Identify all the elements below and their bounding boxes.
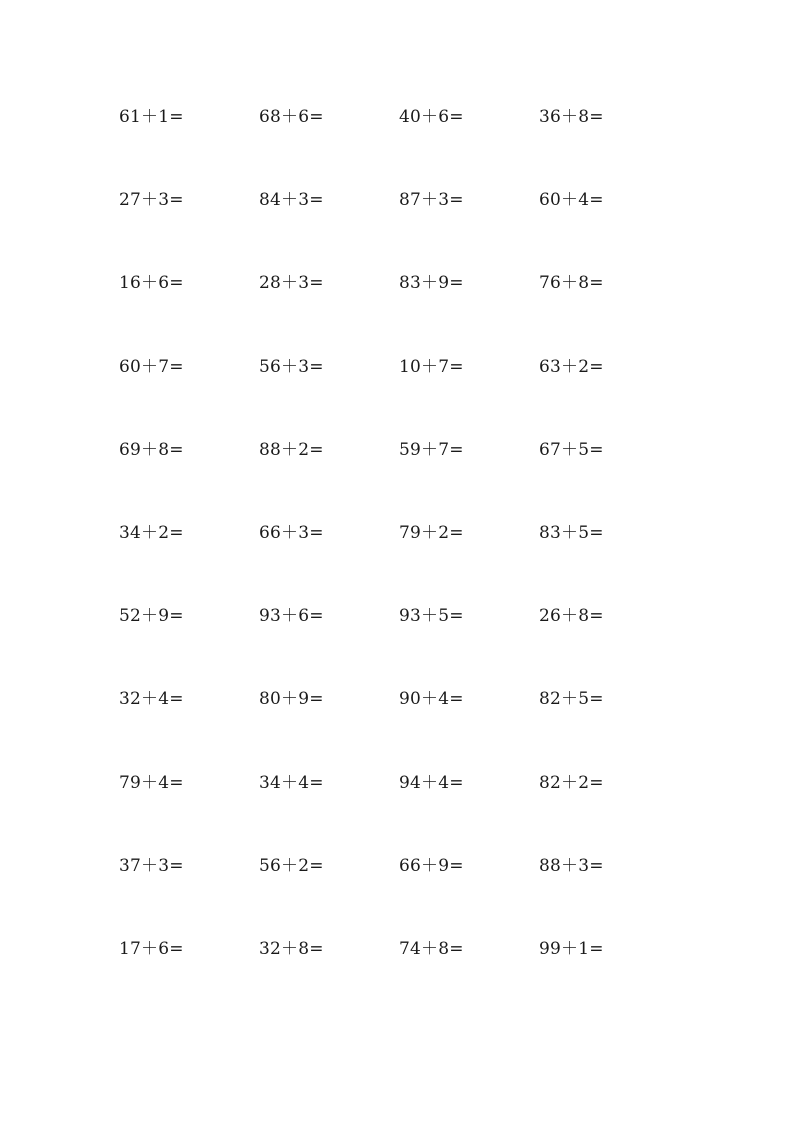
math-problem: 66＋9= — [399, 856, 464, 876]
math-problem: 16＋6= — [119, 273, 184, 293]
math-problem: 88＋3= — [539, 856, 604, 876]
math-problem: 40＋6= — [399, 107, 464, 127]
math-problem: 66＋3= — [259, 523, 324, 543]
math-problem: 56＋3= — [259, 357, 324, 377]
math-problem: 90＋4= — [399, 689, 464, 709]
math-problem: 52＋9= — [119, 606, 184, 626]
math-problem: 37＋3= — [119, 856, 184, 876]
math-problem: 59＋7= — [399, 440, 464, 460]
math-problem: 87＋3= — [399, 190, 464, 210]
math-problem: 79＋2= — [399, 523, 464, 543]
math-problem: 63＋2= — [539, 357, 604, 377]
math-problem: 83＋5= — [539, 523, 604, 543]
math-problem: 68＋6= — [259, 107, 324, 127]
math-problem: 10＋7= — [399, 357, 464, 377]
math-problem: 34＋4= — [259, 773, 324, 793]
math-problem: 79＋4= — [119, 773, 184, 793]
math-problem: 80＋9= — [259, 689, 324, 709]
math-problem: 99＋1= — [539, 939, 604, 959]
math-problem: 17＋6= — [119, 939, 184, 959]
math-problem: 28＋3= — [259, 273, 324, 293]
math-problem: 74＋8= — [399, 939, 464, 959]
math-problem: 84＋3= — [259, 190, 324, 210]
math-problem: 32＋4= — [119, 689, 184, 709]
math-problem: 83＋9= — [399, 273, 464, 293]
math-problem: 26＋8= — [539, 606, 604, 626]
math-problem: 32＋8= — [259, 939, 324, 959]
math-problem: 82＋5= — [539, 689, 604, 709]
math-problem: 76＋8= — [539, 273, 604, 293]
math-problem: 69＋8= — [119, 440, 184, 460]
math-problem: 34＋2= — [119, 523, 184, 543]
math-problem: 94＋4= — [399, 773, 464, 793]
math-problem: 56＋2= — [259, 856, 324, 876]
math-problem: 60＋7= — [119, 357, 184, 377]
math-problem: 61＋1= — [119, 107, 184, 127]
math-problem: 36＋8= — [539, 107, 604, 127]
math-problem: 60＋4= — [539, 190, 604, 210]
math-problem: 88＋2= — [259, 440, 324, 460]
math-problem: 93＋5= — [399, 606, 464, 626]
math-problem: 67＋5= — [539, 440, 604, 460]
math-problem: 27＋3= — [119, 190, 184, 210]
math-problem: 82＋2= — [539, 773, 604, 793]
math-problem: 93＋6= — [259, 606, 324, 626]
